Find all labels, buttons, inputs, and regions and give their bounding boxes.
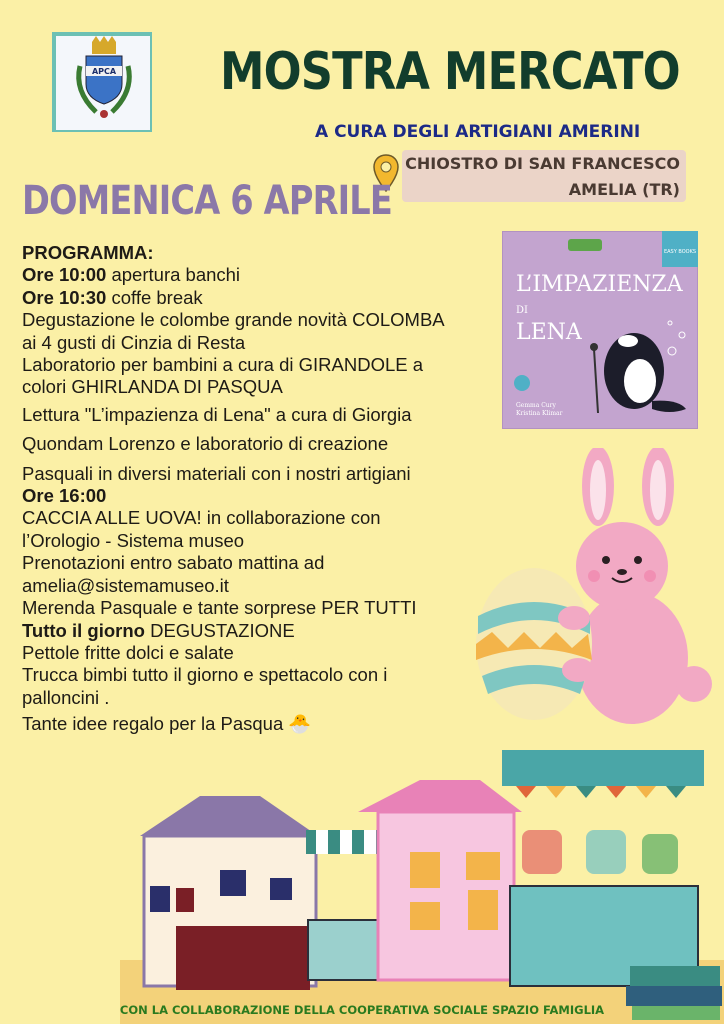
program-item: colori GHIRLANDA DI PASQUA <box>22 376 283 398</box>
program-item: CACCIA ALLE UOVA! in collaborazione con <box>22 507 381 529</box>
book-badge: EASY BOOKS <box>663 249 697 255</box>
program-item: Laboratorio per bambini a cura di GIRANDOLE a <box>22 354 424 376</box>
program-item: Ore 10:00 apertura banchi <box>22 264 241 286</box>
crest-letters: APCA <box>91 67 117 76</box>
program-item: Prenotazioni entro sabato mattina ad <box>22 552 325 574</box>
program-heading: PROGRAMMA: <box>22 242 154 263</box>
program-item: Lettura "L’impazienza di Lena" a cura di Giorgia <box>22 403 412 425</box>
program-item: Merenda Pasquale e tante sorprese PER TUTTI <box>22 597 417 619</box>
event-date: DOMENICA 6 APRILE <box>22 178 392 224</box>
event-subtitle: A CURA DEGLI ARTIGIANI AMERINI <box>315 122 641 142</box>
program-item: Quondam Lorenzo e laboratorio di creazione <box>22 433 389 455</box>
location-city: AMELIA (TR) <box>568 180 680 199</box>
program-item: Tante idee regalo per la Pasqua 🐣 <box>22 713 312 735</box>
book-title-1: L’IMPAZIENZA <box>516 272 683 297</box>
program-item: palloncini . <box>22 686 110 708</box>
crest-icon <box>56 36 150 130</box>
footer-credits: CON LA COLLABORAZIONE DELLA COOPERATIVA SOCIALE SPAZIO FAMIGLIA <box>119 1003 605 1017</box>
location-venue: CHIOSTRO DI SAN FRANCESCO <box>405 154 680 173</box>
market-stalls-illustration <box>120 740 724 1024</box>
easter-bunny-illustration <box>470 448 720 728</box>
book-cover-image <box>502 231 698 429</box>
program-item: ai 4 gusti di Cinzia di Resta <box>22 331 246 353</box>
comune-crest-logo <box>56 36 150 130</box>
program-item: Ore 16:00 <box>22 485 107 507</box>
book-title-2: DI <box>516 305 528 316</box>
program-item: Tutto il giorno DEGUSTAZIONE <box>22 619 295 641</box>
program-list <box>22 242 502 736</box>
program-item: Pettole fritte dolci e salate <box>22 641 234 663</box>
program-email[interactable]: amelia@sistemamuseo.it <box>22 574 229 596</box>
book-title-3: LENA <box>516 320 582 345</box>
program-item: Ore 10:30 coffe break <box>22 286 203 308</box>
book-author-2: Kristina Klimar <box>516 410 563 417</box>
program-item: Degustazione le colombe grande novità COLOMBA <box>22 309 445 331</box>
program-item: Pasquali in diversi materiali con i nostri artigiani <box>22 462 411 484</box>
program-item: l’Orologio - Sistema museo <box>22 529 245 551</box>
event-title: MOSTRA MERCATO <box>220 42 680 102</box>
book-author-1: Gemma Cury <box>516 402 556 409</box>
program-item: Trucca bimbi tutto il giorno e spettacolo con i <box>22 664 388 686</box>
